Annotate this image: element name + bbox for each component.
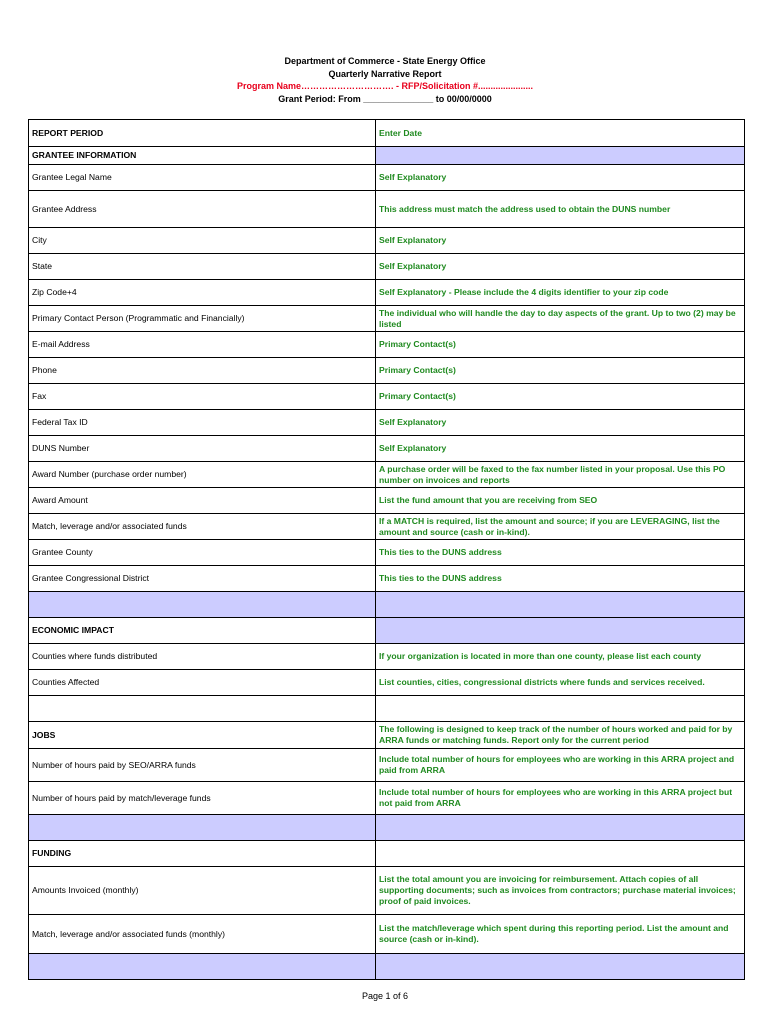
- row-value[interactable]: Primary Contact(s): [376, 358, 745, 384]
- table-row: [29, 254, 745, 280]
- table-row: [29, 147, 745, 165]
- row-label: City: [29, 228, 376, 254]
- row-label: Grantee Address: [29, 191, 376, 228]
- row-value[interactable]: [376, 147, 745, 165]
- row-value[interactable]: A purchase order will be faxed to the fax number listed in your proposal. Use this PO number on invoices and reports: [376, 462, 745, 488]
- row-value[interactable]: This ties to the DUNS address: [376, 566, 745, 592]
- row-value[interactable]: The following is designed to keep track of the number of hours worked and paid for by ARRA funds or matching funds. Report only for the current period: [376, 722, 745, 749]
- row-value[interactable]: This ties to the DUNS address: [376, 540, 745, 566]
- row-label: Match, leverage and/or associated funds (monthly): [29, 915, 376, 954]
- row-label: Counties where funds distributed: [29, 644, 376, 670]
- section-heading: FUNDING: [29, 841, 376, 867]
- row-value[interactable]: [376, 696, 745, 722]
- table-row: [29, 644, 745, 670]
- table-row: [29, 841, 745, 867]
- row-label: Federal Tax ID: [29, 410, 376, 436]
- row-label: REPORT PERIOD: [29, 120, 376, 147]
- row-value[interactable]: Self Explanatory: [376, 165, 745, 191]
- table-row: [29, 280, 745, 306]
- table-row: [29, 332, 745, 358]
- row-value[interactable]: Include total number of hours for employees who are working in this ARRA project but not paid from ARRA: [376, 782, 745, 815]
- row-value[interactable]: List the fund amount that you are receiving from SEO: [376, 488, 745, 514]
- page-number: Page 1 of 6: [361, 991, 409, 1001]
- table-row: [29, 488, 745, 514]
- table-row: [29, 410, 745, 436]
- table-row: [29, 566, 745, 592]
- table-row: [29, 358, 745, 384]
- row-value[interactable]: List counties, cities, congressional districts where funds and services received.: [376, 670, 745, 696]
- table-row: [29, 228, 745, 254]
- table-row: [29, 915, 745, 954]
- row-label: Fax: [29, 384, 376, 410]
- report-header: [0, 55, 770, 105]
- program-name-line: Program Name…………………………. - RFP/Solicitation #......................: [236, 81, 534, 91]
- row-value[interactable]: [376, 618, 745, 644]
- blank-row: [29, 592, 745, 618]
- table-row: [29, 540, 745, 566]
- blank-row: [29, 815, 745, 841]
- row-value[interactable]: Primary Contact(s): [376, 332, 745, 358]
- blank-row: [29, 954, 745, 980]
- section-heading: ECONOMIC IMPACT: [29, 618, 376, 644]
- row-value[interactable]: List the match/leverage which spent during this reporting period. List the amount and source (cash or in-kind).: [376, 915, 745, 954]
- row-value[interactable]: Primary Contact(s): [376, 384, 745, 410]
- section-heading: GRANTEE INFORMATION: [29, 147, 376, 165]
- row-value[interactable]: Enter Date: [376, 120, 745, 147]
- table-row: [29, 782, 745, 815]
- row-label: Grantee Legal Name: [29, 165, 376, 191]
- report-title: Quarterly Narrative Report: [328, 68, 442, 79]
- row-label: Phone: [29, 358, 376, 384]
- row-label: Grantee County: [29, 540, 376, 566]
- row-value[interactable]: If a MATCH is required, list the amount and source; if you are LEVERAGING, list the amount and source (cash or in-kind).: [376, 514, 745, 540]
- table-row: [29, 618, 745, 644]
- section-heading: JOBS: [29, 722, 376, 749]
- table-row: [29, 696, 745, 722]
- table-row: [29, 670, 745, 696]
- row-label: Zip Code+4: [29, 280, 376, 306]
- department-title: Department of Commerce - State Energy Office: [284, 56, 486, 66]
- row-label: DUNS Number: [29, 436, 376, 462]
- row-value[interactable]: The individual who will handle the day to day aspects of the grant. Up to two (2) may be listed: [376, 306, 745, 332]
- table-row: [29, 384, 745, 410]
- table-row: [29, 306, 745, 332]
- row-label: Match, leverage and/or associated funds: [29, 514, 376, 540]
- row-label: [29, 954, 376, 980]
- table-row: [29, 462, 745, 488]
- table-row: [29, 120, 745, 147]
- row-label: Grantee Congressional District: [29, 566, 376, 592]
- row-value[interactable]: Self Explanatory - Please include the 4 digits identifier to your zip code: [376, 280, 745, 306]
- report-table: [28, 119, 745, 980]
- row-label: E-mail Address: [29, 332, 376, 358]
- row-value[interactable]: [376, 592, 745, 618]
- row-value[interactable]: This address must match the address used to obtain the DUNS number: [376, 191, 745, 228]
- row-value[interactable]: Self Explanatory: [376, 254, 745, 280]
- row-value[interactable]: List the total amount you are invoicing for reimbursement. Attach copies of all supporting documents; such as invoices from contractors; purchase material invoices; proof of paid invoices.: [376, 867, 745, 915]
- row-label: Primary Contact Person (Programmatic and Financially): [29, 306, 376, 332]
- row-label: Number of hours paid by match/leverage funds: [29, 782, 376, 815]
- row-label: [29, 815, 376, 841]
- row-value[interactable]: Self Explanatory: [376, 228, 745, 254]
- row-label: Number of hours paid by SEO/ARRA funds: [29, 749, 376, 782]
- row-label: State: [29, 254, 376, 280]
- table-row: [29, 722, 745, 749]
- table-row: [29, 514, 745, 540]
- row-value[interactable]: [376, 954, 745, 980]
- row-label: Amounts Invoiced (monthly): [29, 867, 376, 915]
- row-value[interactable]: If your organization is located in more than one county, please list each county: [376, 644, 745, 670]
- row-label: Counties Affected: [29, 670, 376, 696]
- table-row: [29, 867, 745, 915]
- row-label: Award Amount: [29, 488, 376, 514]
- table-row: [29, 749, 745, 782]
- row-label: Award Number (purchase order number): [29, 462, 376, 488]
- row-value[interactable]: [376, 815, 745, 841]
- row-value[interactable]: Self Explanatory: [376, 410, 745, 436]
- table-row: [29, 165, 745, 191]
- table-row: [29, 436, 745, 462]
- row-label: [29, 592, 376, 618]
- row-label: [29, 696, 376, 722]
- row-value[interactable]: Self Explanatory: [376, 436, 745, 462]
- row-value[interactable]: [376, 841, 745, 867]
- row-value[interactable]: Include total number of hours for employees who are working in this ARRA project and paid from ARRA: [376, 749, 745, 782]
- grant-period-line: Grant Period: From ______________ to 00/00/0000: [278, 93, 492, 104]
- table-row: [29, 191, 745, 228]
